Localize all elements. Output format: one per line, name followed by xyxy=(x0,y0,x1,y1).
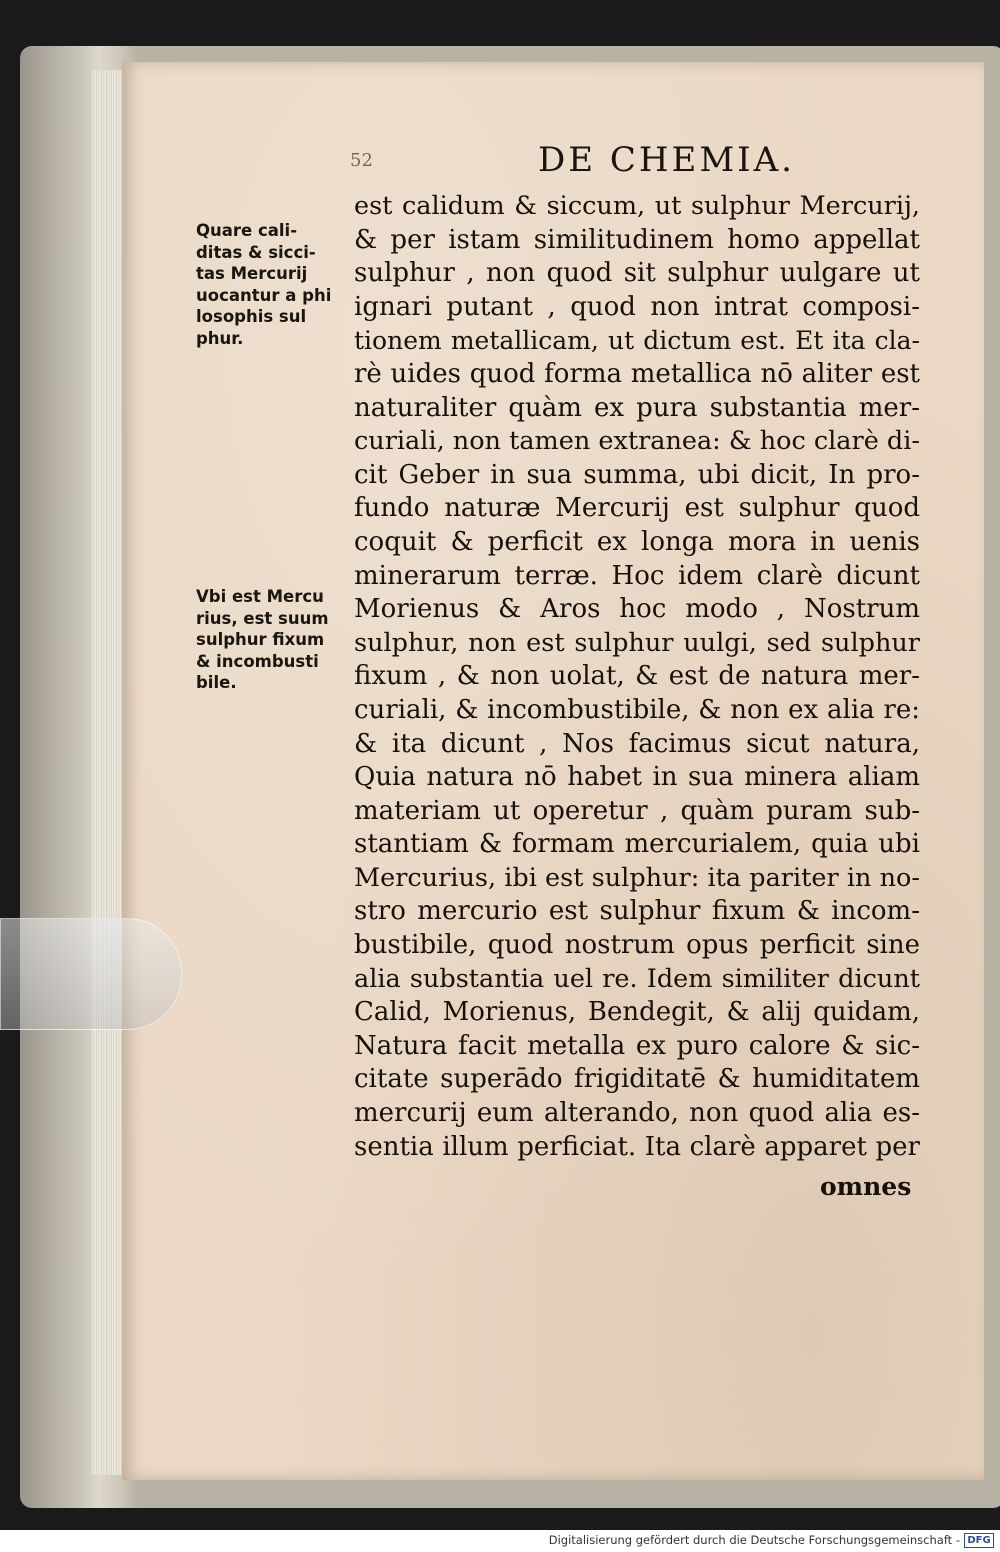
text-line: sentia illum perficiat. Ita clarè apparet per xyxy=(354,1131,920,1162)
body-text xyxy=(354,190,920,1164)
text-line: materiam ut operetur , quàm puram sub- xyxy=(354,795,920,826)
text-line: Natura facit metalla ex puro calore & sic- xyxy=(354,1030,920,1061)
text-line: Morienus & Aros hoc modo , Nostrum xyxy=(354,594,920,625)
text-line: sulphur, non est sulphur uulgi, sed sulphur xyxy=(354,627,920,658)
text-line: fundo naturæ Mercurij est sulphur quod xyxy=(354,493,920,524)
text-line: Quia natura nō habet in sua minera aliam xyxy=(354,762,920,793)
text-line: naturaliter quàm ex pura substantia mer- xyxy=(354,392,920,423)
text-line: stro mercurio est sulphur fixum & incom- xyxy=(354,896,920,927)
catchword: omnes xyxy=(820,1172,912,1201)
text-line: citate superādo frigiditatē & humiditatem xyxy=(354,1064,920,1095)
text-line: fixum , & non uolat, & est de natura mer- xyxy=(354,661,920,692)
marginal-line: uocantur a phi xyxy=(196,285,332,305)
text-line: bustibile, quod nostrum opus perficit sine xyxy=(354,930,920,961)
marginal-note-2 xyxy=(196,586,354,694)
text-line: curiali, non tamen extranea: & hoc clarè di- xyxy=(354,426,920,457)
dfg-logo[interactable]: DFG xyxy=(964,1533,994,1548)
glass-page-holder xyxy=(0,918,182,1030)
text-line: & per istam similitudinem homo appellat xyxy=(354,224,920,255)
marginal-line: sulphur fixum xyxy=(196,630,325,649)
page-block-edge xyxy=(92,70,124,1475)
text-line: Mercurius, ibi est sulphur: ita pariter in no- xyxy=(354,862,920,893)
text-line: coquit & perficit ex longa mora in uenis xyxy=(354,526,920,557)
text-line: stantiam & formam mercurialem, quia ubi xyxy=(354,829,920,860)
marginal-line: tas Mercurij xyxy=(196,264,308,283)
text-line: & ita dicunt , Nos facimus sicut natura, xyxy=(354,728,920,759)
text-line: Calid, Morienus, Bendegit, & alij quidam, xyxy=(354,997,920,1028)
text-line: mercurij eum alterando, non quod alia es- xyxy=(354,1098,920,1129)
text-line: cit Geber in sua summa, ubi dicit, In pro- xyxy=(354,459,920,490)
text-line: sulphur , non quod sit sulphur uulgare ut xyxy=(354,258,920,289)
marginal-line: Vbi est Mercu xyxy=(196,587,324,606)
page-number: 52 xyxy=(350,150,373,171)
marginal-line: ditas & sicci- xyxy=(196,242,316,262)
marginal-note-1 xyxy=(196,220,354,349)
running-head: DE CHEMIA. xyxy=(538,140,795,180)
marginal-line: losophis sul xyxy=(196,307,307,326)
text-line: rè uides quod forma metallica nō aliter est xyxy=(354,358,920,389)
text-line: ignari putant , quod non intrat composi- xyxy=(354,291,920,322)
marginal-line: bile. xyxy=(196,673,237,692)
marginal-line: phur. xyxy=(196,328,244,348)
marginal-line: rius, est suum xyxy=(196,608,329,628)
text-line: tionem metallicam, ut dictum est. Et ita cla- xyxy=(354,326,920,356)
text-line: est calidum & siccum, ut sulphur Mercurij, xyxy=(354,191,920,221)
text-line: curiali, & incombustibile, & non ex alia re: xyxy=(354,694,920,725)
text-line: minerarum terræ. Hoc idem clarè dicunt xyxy=(354,560,920,591)
funding-credit: Digitalisierung gefördert durch die Deutsche Forschungsgemeinschaft - xyxy=(548,1533,960,1547)
marginal-line: Quare cali- xyxy=(196,221,298,240)
text-line: alia substantia uel re. Idem similiter dicunt xyxy=(354,963,920,994)
marginal-line: & incombusti xyxy=(196,651,319,671)
